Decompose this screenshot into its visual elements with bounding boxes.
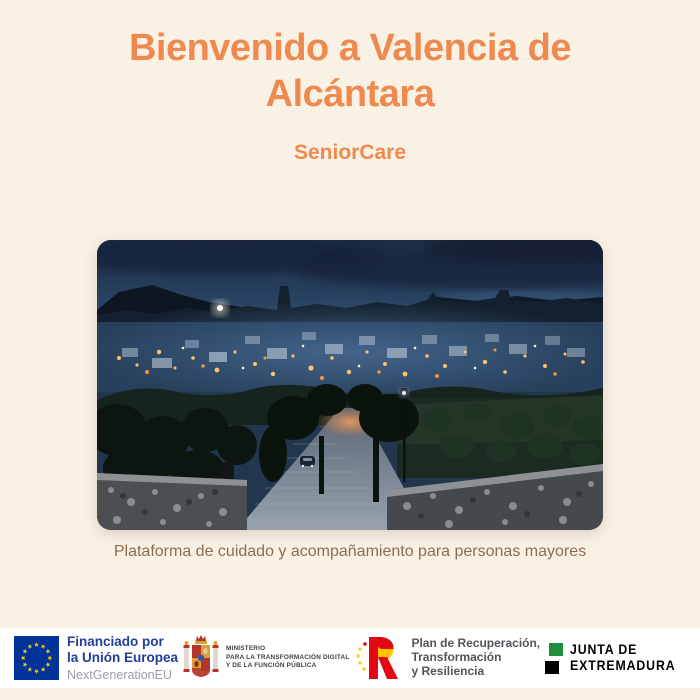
recovery-plan-r-icon — [354, 635, 404, 681]
recovery-plan-line2: Transformación — [411, 650, 502, 665]
funding-logos-bar — [0, 628, 700, 688]
junta-black-square-icon — [545, 661, 559, 674]
recovery-plan-line3: y Resiliencia — [411, 663, 485, 678]
town-photo — [97, 240, 603, 530]
eu-funding-logo — [14, 634, 178, 682]
ministry-line2: PARA LA TRANSFORMACIÓN DIGITAL — [225, 653, 350, 661]
junta-green-square-icon — [549, 643, 563, 656]
eu-flag-icon — [14, 636, 59, 680]
eu-funding-line2: la Unión Europea — [67, 650, 179, 665]
recovery-plan-line1: Plan de Recuperación, — [411, 636, 541, 651]
app-name: SeniorCare — [293, 141, 407, 165]
ministry-line1: MINISTERIO — [225, 645, 266, 653]
car-silhouette — [300, 456, 315, 467]
junta-line2: EXTREMADURA — [570, 657, 676, 673]
eu-funding-line1: Financiado por — [67, 634, 164, 650]
junta-extremadura-logo — [545, 642, 690, 673]
page-title: Bienvenido a Valencia de Alcántara — [128, 27, 572, 115]
junta-line1: JUNTA DE — [570, 641, 638, 658]
photo-caption: Plataforma de cuidado y acompañamiento para personas mayores — [113, 543, 587, 560]
recovery-plan-logo — [354, 635, 540, 681]
spain-coat-of-arms-icon — [183, 635, 219, 681]
town-photo-illustration — [97, 240, 603, 530]
ministry-line3: Y DE LA FUNCIÓN PÚBLICA — [225, 662, 317, 670]
ministry-logo — [183, 635, 350, 681]
eu-nextgeneration-label: NextGenerationEU — [67, 667, 172, 682]
